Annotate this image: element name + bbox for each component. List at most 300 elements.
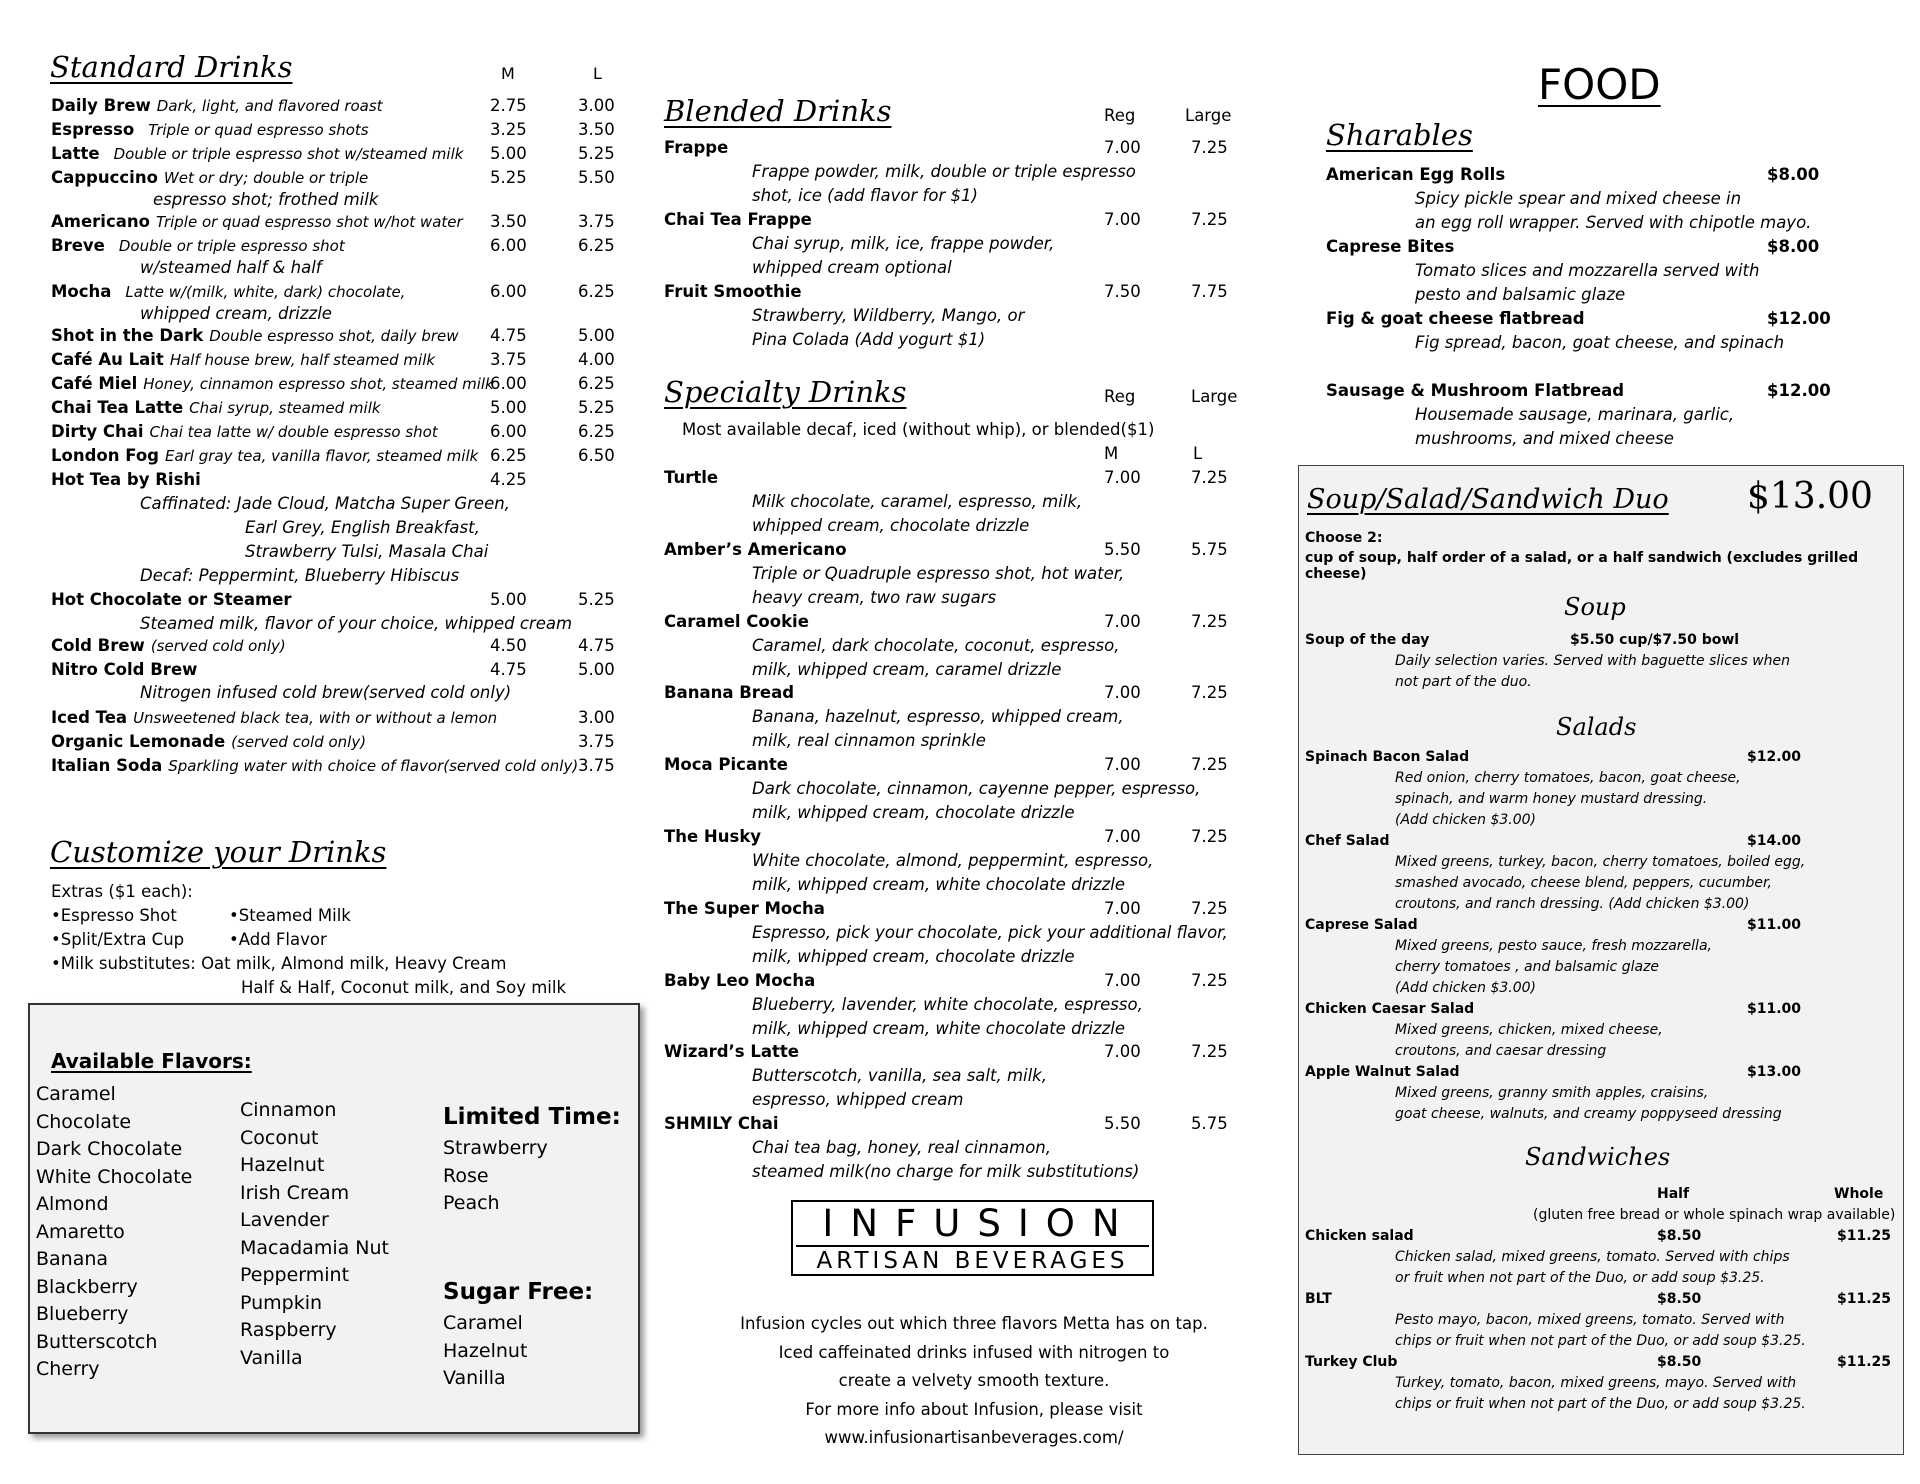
drink-row [51, 168, 368, 187]
salad-desc: Mixed greens, pesto sauce, fresh mozzarella, [1395, 938, 1712, 954]
drink-name: Iced Tea [51, 708, 128, 727]
blended-col-large: Large [1185, 106, 1232, 125]
limited-time-title: Limited Time: [443, 1104, 621, 1130]
drink-row [51, 732, 366, 751]
drink-desc-2: espresso shot; frothed milk [153, 190, 379, 209]
drink-name: London Fog [51, 446, 159, 465]
duo-price: $13.00 [1747, 476, 1873, 517]
specialty-large: 7.25 [1191, 970, 1228, 990]
flavor-item: Peach [443, 1192, 500, 1214]
salads-title: Salads [1556, 713, 1637, 741]
drink-name: Mocha [51, 282, 112, 301]
price-m: 6.00 [490, 422, 527, 441]
sharable-name: Caprese Bites [1326, 237, 1455, 256]
salad-name: Chicken Caesar Salad [1305, 1001, 1475, 1017]
sharable-desc-1: Fig spread, bacon, goat cheese, and spinach [1415, 333, 1785, 352]
blended-reg: 7.00 [1104, 210, 1141, 229]
price-m: 4.75 [490, 326, 527, 345]
price-m: 5.25 [490, 168, 527, 187]
price-m: 4.75 [490, 660, 527, 679]
drink-name: Italian Soda [51, 756, 163, 775]
specialty-reg: 7.00 [1104, 970, 1141, 990]
flavor-item: Coconut [240, 1126, 319, 1149]
customize-title: Customize your Drinks [50, 835, 387, 869]
salad-price: $11.00 [1747, 917, 1802, 933]
specialty-reg: 7.00 [1104, 827, 1141, 846]
flavor-item: Butterscotch [36, 1330, 158, 1353]
specialty-large: 5.75 [1191, 539, 1228, 559]
specialty-name: The Super Mocha [664, 898, 825, 918]
sharable-desc-2: pesto and balsamic glaze [1415, 285, 1626, 304]
col-whole: Whole [1834, 1186, 1884, 1202]
specialty-col-l: L [1193, 444, 1203, 463]
specialty-reg: 7.00 [1104, 1042, 1141, 1062]
sandwich-name: Chicken salad [1305, 1228, 1414, 1244]
price-l: 6.25 [578, 282, 615, 301]
drink-name: Nitro Cold Brew [51, 660, 198, 679]
specialty-reg: 7.00 [1104, 755, 1141, 775]
drink-desc: Unsweetened black tea, with or without a lemon [133, 709, 498, 727]
specialty-col-reg: Reg [1104, 387, 1136, 406]
specialty-desc-2: milk, real cinnamon sprinkle [752, 731, 986, 751]
salad-price: $14.00 [1747, 833, 1802, 849]
price-l: 3.50 [578, 120, 615, 139]
specialty-reg: 7.00 [1104, 468, 1141, 487]
blended-col-reg: Reg [1104, 106, 1136, 125]
drink-name: Cold Brew [51, 636, 145, 655]
specialty-desc-1: Banana, hazelnut, espresso, whipped cream, [752, 707, 1124, 727]
salad-desc: cherry tomatoes , and balsamic glaze [1395, 959, 1660, 975]
salad-desc: croutons, and caesar dressing [1395, 1043, 1607, 1059]
sharable-price: $12.00 [1767, 381, 1831, 400]
sandwich-desc-2: chips or fruit when not part of the Duo, or add soup $3.25. [1395, 1396, 1806, 1412]
price-m: 5.00 [490, 144, 527, 163]
flavor-item: Irish Cream [240, 1181, 350, 1204]
specialty-name: Baby Leo Mocha [664, 970, 816, 990]
sharable-desc-1: Spicy pickle spear and mixed cheese in [1415, 189, 1742, 208]
price-l: 4.00 [578, 350, 615, 369]
price-l: 5.00 [578, 326, 615, 345]
sandwich-whole: $11.25 [1837, 1291, 1892, 1307]
sandwich-half: $8.50 [1657, 1291, 1702, 1307]
flavor-item: Pumpkin [240, 1291, 323, 1314]
tea-decaf: Decaf: Peppermint, Blueberry Hibiscus [140, 566, 460, 585]
sharable-desc-2: mushrooms, and mixed cheese [1415, 429, 1674, 448]
specialty-large: 7.25 [1191, 683, 1228, 703]
soup-desc-1: Daily selection varies. Served with baguette slices when [1395, 653, 1791, 669]
price-l: 3.75 [578, 732, 615, 751]
salad-desc: spinach, and warm honey mustard dressing. [1395, 791, 1708, 807]
price-m: 3.25 [490, 120, 527, 139]
specialty-desc-1: Chai tea bag, honey, real cinnamon, [752, 1138, 1052, 1158]
specialty-desc-1: Triple or Quadruple espresso shot, hot water, [752, 563, 1125, 583]
price-l: 6.25 [578, 374, 615, 393]
specialty-drinks-title: Specialty Drinks [664, 375, 907, 409]
flavor-item: Vanilla [240, 1346, 303, 1369]
sandwich-half: $8.50 [1657, 1354, 1702, 1370]
drink-desc: Triple or quad espresso shot w/hot water [155, 213, 463, 231]
price-m: 5.00 [490, 590, 527, 609]
drink-name: Breve [51, 236, 105, 255]
blended-desc-2: whipped cream optional [752, 258, 952, 277]
soup-price: $5.50 cup/$7.50 bowl [1570, 632, 1740, 648]
tea-caffinated-2: Earl Grey, English Breakfast, [245, 518, 480, 537]
specialty-note: Most available decaf, iced (without whip), or blended($1) [682, 420, 1155, 439]
specialty-reg: 7.00 [1104, 683, 1141, 703]
specialty-reg: 5.50 [1104, 1114, 1141, 1134]
drink-row [51, 636, 286, 655]
infusion-info-2: Iced caffeinated drinks infused with nitrogen to [778, 1342, 1170, 1362]
drink-desc: Double espresso shot, daily brew [209, 327, 459, 345]
drink-desc: Sparkling water with choice of flavor(served cold only) [168, 757, 579, 775]
sharable-price: $8.00 [1767, 165, 1820, 184]
col-m-header: M [501, 64, 515, 83]
drink-desc: Dark, light, and flavored roast [156, 97, 383, 115]
price-m: 5.00 [490, 398, 527, 417]
sandwich-half: $8.50 [1657, 1228, 1702, 1244]
sharable-name: Sausage & Mushroom Flatbread [1326, 381, 1625, 400]
drink-row [51, 350, 435, 369]
salad-price: $13.00 [1747, 1064, 1802, 1080]
col-half: Half [1657, 1186, 1690, 1202]
price-m: 4.25 [490, 470, 527, 489]
specialty-large: 7.25 [1191, 611, 1228, 631]
sharable-price: $12.00 [1767, 309, 1831, 328]
drink-name: Café Miel [51, 374, 138, 393]
flavor-item: Cinnamon [240, 1099, 337, 1121]
specialty-desc-1: Butterscotch, vanilla, sea salt, milk, [752, 1066, 1047, 1086]
drink-desc: Latte w/(milk, white, dark) chocolate, [125, 283, 406, 301]
price-l: 5.50 [578, 168, 615, 187]
salad-desc: croutons, and ranch dressing. (Add chicken $3.00) [1395, 896, 1750, 912]
duo-title: Soup/Salad/Sandwich Duo [1307, 484, 1669, 515]
milk-substitutes: •Milk substitutes: Oat milk, Almond milk, Heavy Cream [51, 954, 507, 973]
flavor-item: Cherry [36, 1358, 100, 1380]
soup-desc-2: not part of the duo. [1395, 674, 1532, 690]
sandwich-desc-1: Pesto mayo, bacon, mixed greens, tomato. Served with [1395, 1312, 1785, 1328]
price-l: 6.50 [578, 446, 615, 465]
extra-split-cup: •Split/Extra Cup [51, 930, 185, 949]
flavor-item: Almond [36, 1193, 109, 1215]
drink-row [51, 422, 438, 441]
drink-desc: Earl gray tea, vanilla flavor, steamed milk [164, 447, 479, 465]
drink-desc: Wet or dry; double or triple [163, 169, 369, 187]
drink-name: Cappuccino [51, 168, 158, 187]
hot-chocolate-desc: Steamed milk, flavor of your choice, whipped cream [140, 614, 573, 633]
price-l: 5.25 [578, 590, 615, 609]
drink-desc: Chai tea latte w/ double espresso shot [149, 423, 438, 441]
salad-name: Chef Salad [1305, 833, 1390, 849]
price-l: 4.75 [578, 636, 615, 655]
blended-drinks-title: Blended Drinks [664, 94, 892, 128]
sharable-name: Fig & goat cheese flatbread [1326, 309, 1585, 328]
drink-row [51, 326, 459, 345]
drink-name: Organic Lemonade [51, 732, 226, 751]
extras-label: Extras ($1 each): [51, 882, 193, 901]
limited-time-list [443, 1135, 548, 1218]
salad-name: Caprese Salad [1305, 917, 1418, 933]
specialty-desc-2: milk, whipped cream, white chocolate drizzle [752, 1018, 1125, 1038]
sandwich-name: BLT [1305, 1291, 1332, 1307]
blended-reg: 7.00 [1104, 138, 1141, 157]
salad-desc: goat cheese, walnuts, and creamy poppyseed dressing [1395, 1106, 1782, 1122]
drink-name: Latte [51, 144, 100, 163]
blended-name: Frappe [664, 138, 729, 157]
sandwich-desc-2: chips or fruit when not part of the Duo, or add soup $3.25. [1395, 1333, 1806, 1349]
extra-steamed-milk: •Steamed Milk [229, 906, 351, 925]
flavor-item: Caramel [36, 1083, 116, 1105]
sharable-desc-1: Tomato slices and mozzarella served with [1415, 261, 1760, 280]
specialty-name: Banana Bread [664, 683, 795, 703]
drink-desc: (served cold only) [231, 733, 367, 751]
drink-name: Espresso [51, 120, 135, 139]
flavor-item: Peppermint [240, 1264, 350, 1286]
blended-desc-1: Strawberry, Wildberry, Mango, or [752, 306, 1025, 325]
drink-desc: Double or triple espresso shot w/steamed milk [113, 145, 464, 163]
flavor-item: Blackberry [36, 1275, 138, 1298]
sharable-desc-1: Housemade sausage, marinara, garlic, [1415, 405, 1735, 424]
price-l: 3.00 [578, 96, 615, 115]
blended-name: Chai Tea Frappe [664, 210, 812, 229]
standard-drinks-title: Standard Drinks [50, 50, 293, 84]
drink-desc: (served cold only) [150, 637, 286, 655]
drink-name: Dirty Chai [51, 422, 144, 441]
sandwich-desc-1: Chicken salad, mixed greens, tomato. Served with chips [1395, 1249, 1790, 1265]
extra-add-flavor: •Add Flavor [229, 930, 327, 949]
drink-row [51, 96, 383, 115]
sharables-title: Sharables [1326, 118, 1473, 152]
specialty-large: 7.25 [1191, 827, 1228, 846]
drink-desc-2: w/steamed half & half [140, 258, 322, 277]
flavor-item: Caramel [443, 1312, 523, 1334]
sugar-free-title: Sugar Free: [443, 1279, 594, 1305]
drink-row [51, 374, 494, 393]
food-title: FOOD [1538, 60, 1661, 109]
drink-row [51, 144, 463, 163]
sandwich-desc-1: Turkey, tomato, bacon, mixed greens, mayo. Served with [1395, 1375, 1797, 1391]
price-m: 6.00 [490, 236, 527, 255]
specialty-large: 7.25 [1191, 468, 1228, 487]
drink-desc: Double or triple espresso shot [118, 237, 345, 255]
specialty-desc-1: Blueberry, lavender, white chocolate, espresso, [752, 994, 1143, 1014]
price-m: 2.75 [490, 96, 527, 115]
extra-espresso-shot: •Espresso Shot [51, 906, 177, 925]
drink-desc-2: whipped cream, drizzle [140, 304, 332, 323]
specialty-name: Wizard’s Latte [664, 1042, 799, 1062]
infusion-info-4: For more info about Infusion, please visit [805, 1399, 1143, 1419]
specialty-desc-2: steamed milk(no charge for milk substitutions) [752, 1162, 1140, 1182]
flavor-item: Macadamia Nut [240, 1236, 390, 1259]
drink-row [51, 708, 497, 727]
drink-name: Americano [51, 212, 150, 231]
specialty-desc-1: Dark chocolate, cinnamon, cayenne pepper, espresso, [752, 779, 1201, 799]
infusion-info-5: www.infusionartisanbeverages.com/ [824, 1428, 1124, 1447]
logo-top-text: INFUSION [822, 1202, 1137, 1245]
specialty-desc-1: White chocolate, almond, peppermint, espresso, [752, 851, 1154, 870]
price-l: 3.75 [578, 756, 615, 775]
salad-price: $11.00 [1747, 1001, 1802, 1017]
col-l-header: L [593, 64, 602, 83]
blended-desc-1: Chai syrup, milk, ice, frappe powder, [752, 234, 1055, 253]
blended-desc-2: shot, ice (add flavor for $1) [752, 186, 978, 205]
salad-desc: Mixed greens, turkey, bacon, cherry tomatoes, boiled egg, [1395, 854, 1806, 870]
flavor-item: Vanilla [443, 1367, 506, 1389]
specialty-reg: 7.00 [1104, 611, 1141, 631]
specialty-large: 7.25 [1191, 898, 1228, 918]
specialty-col-m: M [1104, 444, 1119, 463]
salad-desc: smashed avocado, cheese blend, peppers, cucumber, [1395, 875, 1772, 891]
specialty-name: The Husky [664, 827, 762, 846]
price-l: 3.00 [578, 708, 615, 727]
drink-row [51, 398, 381, 417]
tea-caffinated-1: Caffinated: Jade Cloud, Matcha Super Green, [140, 494, 510, 513]
flavor-item: Dark Chocolate [36, 1138, 183, 1160]
flavor-item: Strawberry [443, 1137, 548, 1159]
specialty-name: Caramel Cookie [664, 611, 809, 631]
infusion-info-1: Infusion cycles out which three flavors Metta has on tap. [740, 1314, 1208, 1333]
blended-desc-2: Pina Colada (Add yogurt $1) [752, 330, 986, 349]
gluten-free-note: (gluten free bread or whole spinach wrap available) [1533, 1207, 1896, 1223]
infusion-info [664, 1310, 1284, 1453]
duo-choose: Choose 2: [1305, 530, 1383, 546]
sharable-price: $8.00 [1767, 237, 1820, 256]
drink-desc: Triple or quad espresso shots [148, 121, 369, 139]
salad-price: $12.00 [1747, 749, 1802, 765]
sharable-name: American Egg Rolls [1326, 165, 1506, 184]
drink-row [51, 282, 405, 301]
flavor-item: White Chocolate [36, 1165, 193, 1188]
nitro-desc: Nitrogen infused cold brew(served cold only) [140, 683, 512, 702]
flavor-item: Amaretto [36, 1220, 125, 1243]
specialty-desc-2: heavy cream, two raw sugars [752, 587, 997, 607]
soup-name: Soup of the day [1305, 632, 1430, 648]
drink-desc: Half house brew, half steamed milk [169, 351, 436, 369]
flavor-item: Chocolate [36, 1110, 132, 1133]
price-m: 3.50 [490, 212, 527, 231]
specialty-desc-2: milk, whipped cream, chocolate drizzle [752, 946, 1075, 966]
sandwich-whole: $11.25 [1837, 1228, 1892, 1244]
specialty-name: Moca Picante [664, 755, 788, 775]
flavors-col-1 [36, 1081, 192, 1384]
price-m: 6.00 [490, 374, 527, 393]
flavor-item: Rose [443, 1164, 489, 1187]
price-l: 5.25 [578, 144, 615, 163]
price-m: 6.25 [490, 446, 527, 465]
drink-name: Chai Tea Latte [51, 398, 184, 417]
salad-desc: Red onion, cherry tomatoes, bacon, goat cheese, [1395, 770, 1741, 786]
flavor-item: Hazelnut [443, 1339, 528, 1362]
salad-desc: (Add chicken $3.00) [1395, 812, 1537, 828]
specialty-large: 7.25 [1191, 1042, 1228, 1062]
drink-row [51, 446, 478, 465]
sandwiches-title: Sandwiches [1525, 1143, 1671, 1171]
drink-name: Hot Tea by Rishi [51, 470, 201, 489]
flavor-item: Lavender [240, 1209, 329, 1231]
blended-name: Fruit Smoothie [664, 282, 802, 301]
price-l: 5.00 [578, 660, 615, 679]
sharable-desc-2: an egg roll wrapper. Served with chipotle mayo. [1415, 213, 1812, 232]
duo-box [1298, 465, 1904, 1455]
specialty-desc-2: milk, whipped cream, white chocolate drizzle [752, 875, 1125, 894]
blended-desc-1: Frappe powder, milk, double or triple espresso [752, 162, 1136, 181]
blended-large: 7.75 [1191, 282, 1228, 301]
price-l: 5.25 [578, 398, 615, 417]
specialty-name: Amber’s Americano [664, 539, 847, 559]
drink-name: Daily Brew [51, 96, 151, 115]
blended-large: 7.25 [1191, 138, 1228, 157]
infusion-logo [791, 1200, 1154, 1276]
drink-row [51, 590, 292, 609]
specialty-col-large: Large [1191, 387, 1238, 406]
blended-reg: 7.50 [1104, 282, 1141, 301]
specialty-desc-1: Milk chocolate, caramel, espresso, milk, [752, 492, 1083, 511]
specialty-desc-2: espresso, whipped cream [752, 1090, 964, 1110]
flavor-item: Blueberry [36, 1303, 129, 1325]
flavor-item: Banana [36, 1248, 109, 1270]
blended-large: 7.25 [1191, 210, 1228, 229]
price-l: 6.25 [578, 236, 615, 255]
flavor-item: Raspberry [240, 1319, 337, 1341]
price-l: 3.75 [578, 212, 615, 231]
drink-row [51, 470, 201, 489]
salad-name: Spinach Bacon Salad [1305, 749, 1470, 765]
infusion-info-3: create a velvety smooth texture. [838, 1371, 1110, 1390]
drink-row [51, 236, 345, 255]
flavors-col-2 [240, 1097, 389, 1372]
tea-caffinated-3: Strawberry Tulsi, Masala Chai [245, 542, 489, 561]
drink-row [51, 660, 197, 679]
drink-row [51, 756, 578, 775]
logo-bottom-text: ARTISAN BEVERAGES [816, 1248, 1129, 1274]
salad-desc: (Add chicken $3.00) [1395, 980, 1537, 996]
drink-name: Hot Chocolate or Steamer [51, 590, 292, 609]
duo-choose-desc: cup of soup, half order of a salad, or a half sandwich (excludes grilled cheese) [1305, 550, 1859, 582]
price-m: 6.00 [490, 282, 527, 301]
specialty-reg: 7.00 [1104, 898, 1141, 918]
specialty-desc-1: Espresso, pick your chocolate, pick your additional flavor, [752, 922, 1228, 942]
drink-desc: Chai syrup, steamed milk [189, 399, 381, 417]
price-m: 3.75 [490, 350, 527, 369]
price-l: 6.25 [578, 422, 615, 441]
specialty-reg: 5.50 [1104, 539, 1141, 559]
sandwich-name: Turkey Club [1305, 1354, 1398, 1370]
specialty-desc-2: milk, whipped cream, chocolate drizzle [752, 803, 1075, 823]
specialty-large: 5.75 [1191, 1114, 1228, 1134]
flavors-title: Available Flavors: [51, 1049, 252, 1073]
specialty-large: 7.25 [1191, 755, 1228, 775]
drink-desc: Honey, cinnamon espresso shot, steamed milk [143, 375, 494, 393]
specialty-name: Turtle [664, 468, 719, 487]
specialty-name: SHMILY Chai [664, 1114, 779, 1134]
drink-row [51, 212, 463, 231]
soup-title: Soup [1564, 593, 1626, 621]
flavor-item: Hazelnut [240, 1154, 325, 1176]
drink-name: Shot in the Dark [51, 326, 204, 345]
milk-substitutes-2: Half & Half, Coconut milk, and Soy milk [241, 978, 567, 997]
salad-desc: Mixed greens, granny smith apples, craisins, [1395, 1085, 1709, 1101]
specialty-desc-2: milk, whipped cream, caramel drizzle [752, 659, 1062, 679]
sandwich-desc-2: or fruit when not part of the Duo, or add soup $3.25. [1395, 1270, 1765, 1286]
salad-desc: Mixed greens, chicken, mixed cheese, [1395, 1022, 1663, 1038]
sandwich-whole: $11.25 [1837, 1354, 1892, 1370]
sugar-free-list [443, 1310, 527, 1393]
price-m: 4.50 [490, 636, 527, 655]
drink-name: Café Au Lait [51, 350, 164, 369]
specialty-desc-1: Caramel, dark chocolate, coconut, espresso, [752, 635, 1120, 655]
specialty-desc-2: whipped cream, chocolate drizzle [752, 516, 1030, 535]
salad-name: Apple Walnut Salad [1305, 1064, 1460, 1080]
flavors-box [28, 1003, 640, 1434]
